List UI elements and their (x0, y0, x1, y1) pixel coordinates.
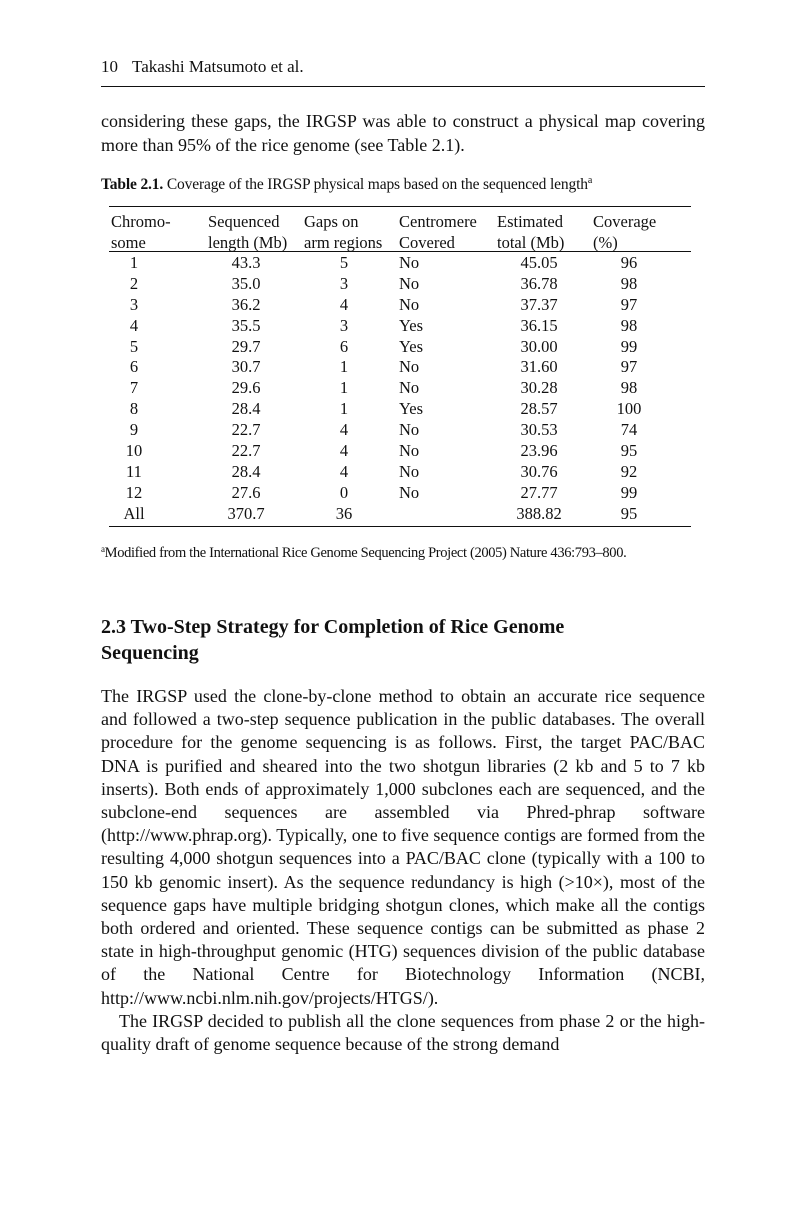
header-rule (101, 86, 705, 87)
cell-sequenced-length: 28.4 (231, 461, 261, 481)
cell-coverage: 98 (620, 315, 638, 335)
cell-coverage: 99 (620, 336, 638, 356)
table-row (109, 399, 691, 420)
table-row (109, 483, 691, 504)
cell-estimated-total: 31.60 (520, 357, 558, 377)
table-caption-text: Coverage of the IRGSP physical maps based on the sequenced length (163, 176, 588, 193)
cell-coverage: 96 (620, 253, 638, 272)
cell-estimated-total: 45.05 (520, 253, 558, 272)
cell-coverage: 98 (620, 378, 638, 398)
cell-gaps: 4 (339, 461, 349, 481)
cell-centromere: Yes (399, 399, 424, 419)
table-row (109, 295, 691, 316)
cell-coverage: 99 (620, 482, 638, 502)
running-header (101, 56, 705, 78)
cell-gaps: 3 (339, 315, 349, 335)
cell-sequenced-length: 370.7 (227, 503, 265, 523)
cell-estimated-total: 30.00 (520, 336, 558, 356)
cell-gaps: 6 (339, 336, 349, 356)
table-caption-label: Table 2.1. (101, 176, 164, 193)
cell-sequenced-length: 35.0 (231, 273, 261, 293)
table-footnote (101, 543, 711, 563)
cell-centromere: No (399, 441, 420, 461)
cell-sequenced-length: 22.7 (231, 420, 261, 440)
cell-gaps: 4 (339, 441, 349, 461)
table-caption (101, 175, 711, 195)
cell-centromere: No (399, 461, 420, 481)
cell-chromosome: 7 (129, 378, 139, 398)
table-row (109, 316, 691, 337)
cell-sequenced-length: 43.3 (231, 253, 261, 272)
cell-gaps: 4 (339, 294, 349, 314)
col-header-coverage: Coverage (%) (593, 212, 657, 252)
cell-centromere: No (399, 357, 420, 377)
cell-sequenced-length: 28.4 (231, 399, 261, 419)
col-header-chromosome: Chromo- some (111, 212, 171, 252)
section-title-line2: Sequencing (101, 642, 199, 664)
body-paragraph-2: The IRGSP decided to publish all the clone sequences from phase 2 or the high-quality draft of genome sequence because of the strong demand (101, 1010, 705, 1055)
coverage-table (109, 206, 691, 527)
cell-coverage: 97 (620, 357, 638, 377)
cell-sequenced-length: 30.7 (231, 357, 261, 377)
cell-sequenced-length: 29.6 (231, 378, 261, 398)
table-row (109, 378, 691, 399)
cell-chromosome: 10 (125, 441, 143, 461)
running-head: Takashi Matsumoto et al. (132, 57, 304, 76)
cell-sequenced-length: 27.6 (231, 482, 261, 502)
cell-coverage: 95 (620, 441, 638, 461)
cell-coverage: 97 (620, 294, 638, 314)
cell-chromosome: 3 (129, 294, 139, 314)
cell-estimated-total: 23.96 (520, 441, 558, 461)
cell-coverage: 92 (620, 461, 638, 481)
footnote-text: Modified from the International Rice Genome Sequencing Project (2005) Nature 436:793–800. (104, 545, 627, 561)
cell-gaps: 36 (335, 503, 353, 523)
table-row (109, 441, 691, 462)
cell-chromosome: 12 (125, 482, 143, 502)
col-header-centromere: Centromere Covered (399, 212, 477, 252)
cell-chromosome: 11 (126, 461, 142, 481)
cell-chromosome: 6 (129, 357, 139, 377)
cell-centromere: Yes (399, 315, 424, 335)
cell-gaps: 1 (339, 399, 349, 419)
cell-estimated-total: 30.76 (520, 461, 558, 481)
table-row (109, 462, 691, 483)
cell-centromere: No (399, 253, 420, 272)
cell-sequenced-length: 29.7 (231, 336, 261, 356)
footnote-mark: a (101, 544, 105, 554)
cell-sequenced-length: 36.2 (231, 294, 261, 314)
cell-chromosome: 4 (129, 315, 139, 335)
table-row (109, 337, 691, 358)
cell-gaps: 4 (339, 420, 349, 440)
cell-coverage: 100 (616, 399, 642, 419)
table-row (109, 504, 691, 525)
section-heading (101, 614, 661, 666)
cell-sequenced-length: 22.7 (231, 441, 261, 461)
cell-estimated-total: 30.28 (520, 378, 558, 398)
cell-chromosome: All (123, 503, 145, 523)
cell-gaps: 0 (339, 482, 349, 502)
table-bottom-rule (109, 526, 691, 527)
body-paragraph-1: The IRGSP used the clone-by-clone method to obtain an accurate rice sequence and followed a two-step sequence publication in the public databases. The overall procedure for the genome sequencing is as follows. First, the target PAC/BAC DNA is purified and sheared into the two shotgun libraries (2 kb and 5 to 7 kb inserts). Both ends of approximately 1,000 subclones each are sequenced, and the subclone-end sequences are assembled via Phred-phrap software (http://www.phrap.org). Typically, one to five sequence contigs are formed from the resulting 4,000 shotgun sequences into a PAC/BAC clone (typically with a 100 to 150 kb genomic insert). As the sequence redundancy is high (>10×), most of the sequence gaps have multiple bridging shotgun clones, which make all the contigs both ordered and oriented. These sequence contigs can be submitted as phase 2 state in high-throughput genomic (HTG) sequences division of the public database of the National Centre for Biotechnology Information (NCBI, http://www.ncbi.nlm.nih.gov/projects/HTGS/). (101, 686, 705, 1008)
cell-estimated-total: 36.15 (520, 315, 558, 335)
col-header-estimated-total: Estimated total (Mb) (497, 212, 565, 252)
table-row (109, 274, 691, 295)
cell-estimated-total: 30.53 (520, 420, 558, 440)
section-body (101, 685, 705, 1056)
cell-centromere: No (399, 378, 420, 398)
section-title-line1: 2.3 Two-Step Strategy for Completion of Rice Genome (101, 616, 565, 638)
cell-gaps: 1 (339, 357, 349, 377)
page-number: 10 (101, 57, 118, 76)
cell-gaps: 1 (339, 378, 349, 398)
cell-gaps: 5 (339, 253, 349, 272)
cell-chromosome: 8 (129, 399, 139, 419)
table-caption-mark: a (587, 175, 593, 186)
col-header-gaps: Gaps on arm regions (304, 212, 383, 252)
cell-chromosome: 2 (129, 273, 139, 293)
cell-gaps: 3 (339, 273, 349, 293)
col-header-sequenced-length: Sequenced length (Mb) (208, 212, 288, 252)
table-header (109, 207, 691, 251)
cell-centromere: No (399, 482, 420, 502)
intro-paragraph: considering these gaps, the IRGSP was able to construct a physical map covering more than 95% of the rice genome (see Table 2.1). (101, 111, 705, 155)
cell-centromere: Yes (399, 336, 424, 356)
table-row (109, 253, 691, 274)
table-body (109, 252, 691, 526)
table-row (109, 357, 691, 378)
cell-estimated-total: 37.37 (520, 294, 558, 314)
cell-estimated-total: 36.78 (520, 273, 558, 293)
cell-centromere: No (399, 273, 420, 293)
cell-centromere: No (399, 420, 420, 440)
cell-estimated-total: 27.77 (520, 482, 558, 502)
cell-coverage: 74 (620, 420, 638, 440)
cell-estimated-total: 28.57 (520, 399, 558, 419)
cell-chromosome: 5 (129, 336, 139, 356)
cell-centromere: No (399, 294, 420, 314)
table-row (109, 420, 691, 441)
cell-estimated-total: 388.82 (516, 503, 562, 523)
cell-sequenced-length: 35.5 (231, 315, 261, 335)
cell-chromosome: 1 (129, 253, 139, 272)
cell-coverage: 95 (620, 503, 638, 523)
cell-chromosome: 9 (129, 420, 139, 440)
cell-coverage: 98 (620, 273, 638, 293)
